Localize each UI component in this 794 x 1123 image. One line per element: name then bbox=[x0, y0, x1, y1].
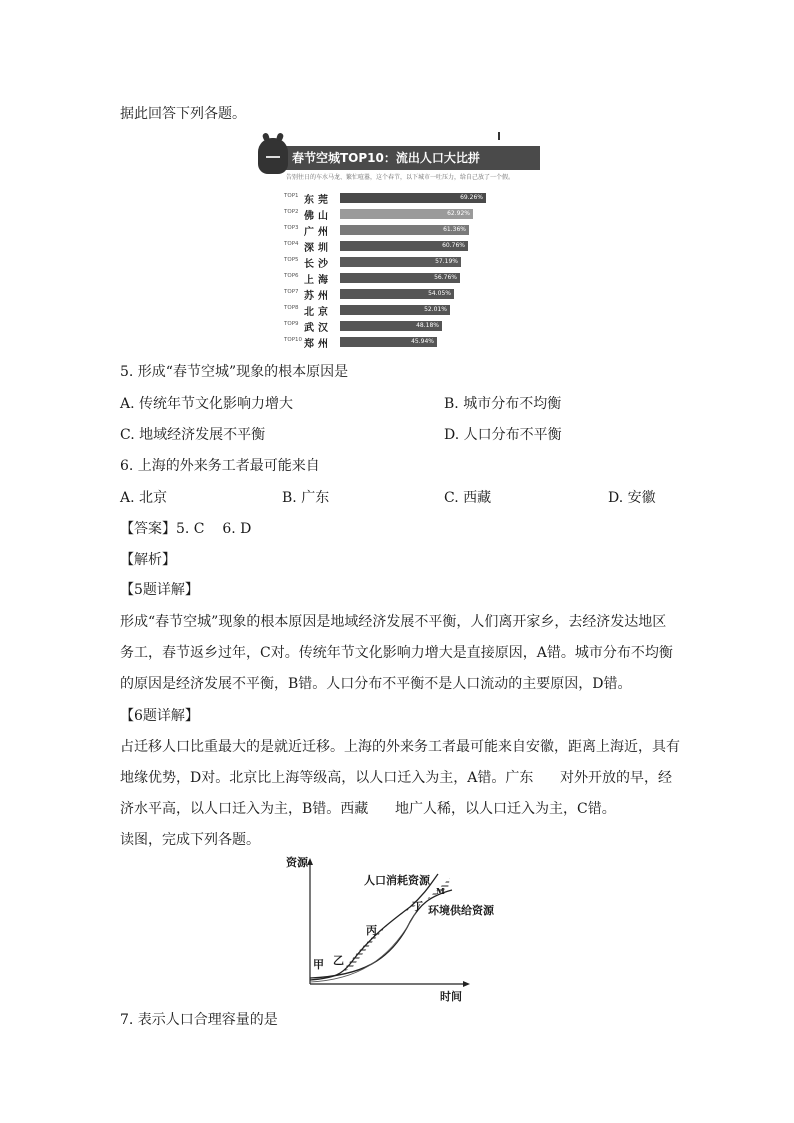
q5-option-a: A. 传统年节文化影响力增大 bbox=[120, 396, 294, 412]
analysis-heading: 【解析】 bbox=[120, 552, 176, 568]
supply-label: 环境供给资源 bbox=[428, 904, 494, 917]
city-name: 郑州 bbox=[304, 339, 332, 350]
rank-label: TOP1 bbox=[284, 193, 299, 199]
rank-label: TOP2 bbox=[284, 209, 299, 215]
tick-mark bbox=[498, 132, 500, 140]
detail5-heading: 【5题详解】 bbox=[120, 582, 199, 598]
ranking-bar bbox=[340, 305, 450, 315]
bar-value-label: 56.76% bbox=[434, 274, 457, 281]
rank-label: TOP8 bbox=[284, 305, 299, 311]
bar-value-label: 61.36% bbox=[443, 226, 466, 233]
label-m: M bbox=[436, 886, 445, 896]
rank-label: TOP5 bbox=[284, 257, 299, 263]
city-name: 上海 bbox=[304, 275, 332, 286]
rank-label: TOP10 bbox=[284, 337, 303, 343]
q5-stem: 5. 形成“春节空城”现象的根本原因是 bbox=[120, 364, 349, 380]
city-name: 北京 bbox=[304, 307, 332, 318]
q7-stem: 7. 表示人口合理容量的是 bbox=[120, 1012, 278, 1028]
consumption-label: 人口消耗资源 bbox=[364, 874, 430, 887]
q6-stem: 6. 上海的外来务工者最可能来自 bbox=[120, 458, 320, 474]
detail5-line-1: 形成“春节空城”现象的根本原因是地域经济发展不平衡，人们离开家乡，去经济发达地区 bbox=[120, 614, 667, 630]
intro-text: 据此回答下列各题。 bbox=[120, 106, 246, 122]
q5-option-d: D. 人口分布不平衡 bbox=[444, 427, 562, 443]
city-name: 东莞 bbox=[304, 195, 332, 206]
label-ding: 丁 bbox=[412, 900, 423, 913]
ranking-bar bbox=[340, 225, 469, 235]
bar-value-label: 48.18% bbox=[416, 322, 439, 329]
x-axis-label: 时间 bbox=[440, 990, 462, 1003]
bar-value-label: 60.76% bbox=[442, 242, 465, 249]
city-name: 佛山 bbox=[304, 211, 332, 222]
bar-value-label: 57.19% bbox=[435, 258, 458, 265]
ranking-bar bbox=[340, 241, 468, 251]
detail5-line-3: 的原因是经济发展不平衡，B错。人口分布不平衡不是人口流动的主要原因，D错。 bbox=[120, 676, 632, 692]
rank-label: TOP9 bbox=[284, 321, 299, 327]
q6-option-c: C. 西藏 bbox=[444, 490, 492, 506]
ranking-bar bbox=[340, 289, 454, 299]
city-name: 苏州 bbox=[304, 291, 332, 302]
resource-diagram bbox=[280, 852, 500, 1002]
read-figure-text: 读图，完成下列各题。 bbox=[120, 832, 260, 848]
ranking-bar bbox=[340, 321, 442, 331]
label-yi: 乙 bbox=[333, 954, 344, 967]
bar-value-label: 54.05% bbox=[428, 290, 451, 297]
x-axis-arrow bbox=[463, 981, 470, 987]
rank-label: TOP6 bbox=[284, 273, 299, 279]
bar-value-label: 45.94% bbox=[411, 338, 434, 345]
ranking-bar bbox=[340, 193, 486, 203]
rank-label: TOP3 bbox=[284, 225, 299, 231]
q6-option-b: B. 广东 bbox=[282, 490, 330, 506]
rank-label: TOP4 bbox=[284, 241, 299, 247]
infographic-title: 春节空城TOP10：流出人口大比拼 bbox=[270, 146, 540, 170]
answer-line: 【答案】5. C 6. D bbox=[120, 521, 252, 537]
bar-value-label: 52.01% bbox=[424, 306, 447, 313]
city-name: 武汉 bbox=[304, 323, 332, 334]
city-name: 长沙 bbox=[304, 259, 332, 270]
q6-option-d: D. 安徽 bbox=[608, 490, 656, 506]
detail6-line-3: 济水平高，以人口迁入为主，B错。西藏 地广人稀，以人口迁入为主，C错。 bbox=[120, 801, 616, 817]
q5-option-b: B. 城市分布不均衡 bbox=[444, 396, 562, 412]
infographic bbox=[258, 132, 542, 352]
city-name: 深圳 bbox=[304, 243, 332, 254]
ranking-bar bbox=[340, 257, 461, 267]
q5-option-c: C. 地域经济发展不平衡 bbox=[120, 427, 266, 443]
y-axis-label: 资源 bbox=[286, 856, 308, 869]
q6-option-a: A. 北京 bbox=[120, 490, 168, 506]
ranking-bar bbox=[340, 273, 460, 283]
detail6-line-2: 地缘优势，D对。北京比上海等级高，以人口迁入为主，A错。广东 对外开放的早，经 bbox=[120, 770, 673, 786]
label-bing: 丙 bbox=[366, 924, 377, 937]
ranking-bar bbox=[340, 337, 437, 347]
infographic-subtitle: 告别往日的车水马龙、繁忙喧嚣，这个春节，以下城市一吐压力，给自己放了一个假。 bbox=[286, 174, 515, 181]
bar-value-label: 62.92% bbox=[447, 210, 470, 217]
city-name: 广州 bbox=[304, 227, 332, 238]
baseline-curve bbox=[310, 904, 420, 982]
mascot-icon bbox=[258, 138, 288, 174]
bar-value-label: 69.26% bbox=[460, 194, 483, 201]
detail6-heading: 【6题详解】 bbox=[120, 708, 199, 724]
ranking-bar bbox=[340, 209, 473, 219]
label-jia: 甲 bbox=[313, 958, 324, 971]
rank-label: TOP7 bbox=[284, 289, 299, 295]
detail6-line-1: 占迁移人口比重最大的是就近迁移。上海的外来务工者最可能来自安徽，距离上海近，具有 bbox=[120, 739, 680, 755]
detail5-line-2: 务工，春节返乡过年，C对。传统年节文化影响力增大是直接原因，A错。城市分布不均衡 bbox=[120, 645, 673, 661]
